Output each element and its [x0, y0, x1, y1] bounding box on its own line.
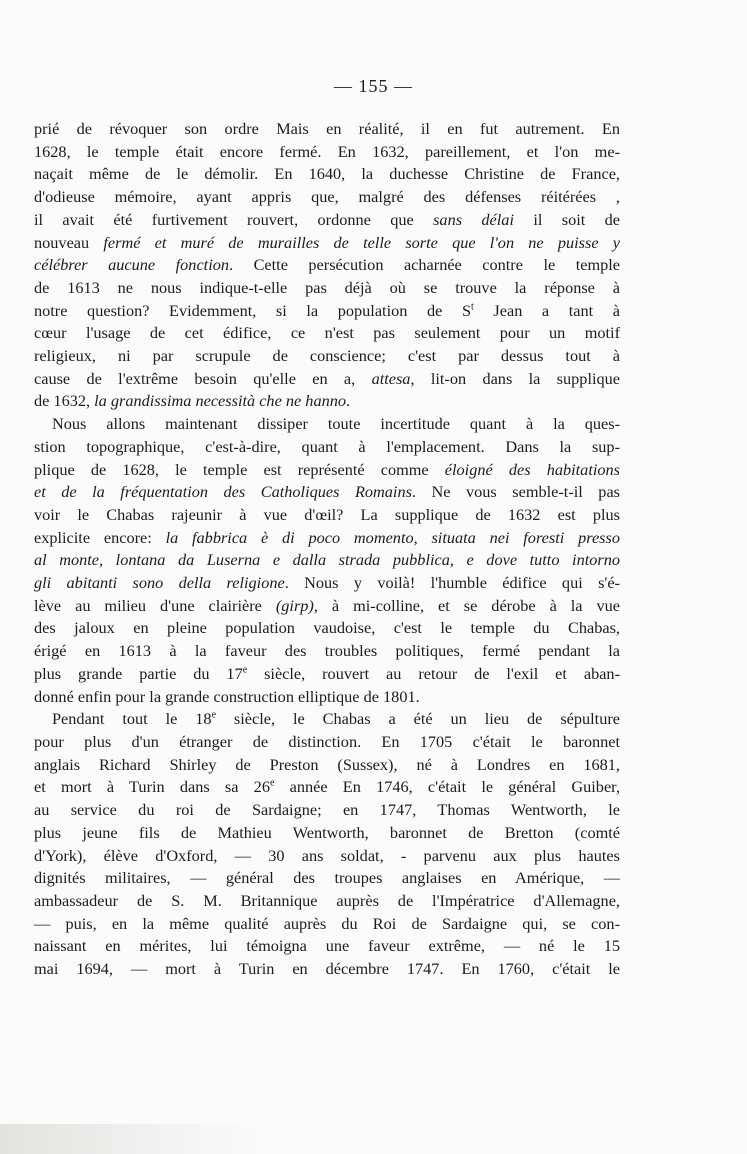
italic-text: al monte, lontana da Luserna e dalla strada pubblica, e dove tutto intorno — [34, 550, 620, 570]
italic-text: sans délai — [433, 209, 514, 229]
italic-text: éloigné des habitations — [444, 459, 620, 479]
text-run: . — [346, 391, 351, 411]
text-line — [34, 754, 620, 777]
text-line — [34, 572, 620, 595]
text-run: au service du roi de Sardaigne; en 1747, Thomas Wentworth, le — [34, 800, 620, 820]
italic-text: fermé et muré de murailles de telle sorte que l'on ne puisse y — [103, 232, 620, 252]
text-run: , à mi-colline, et se dérobe à la vue — [313, 595, 621, 615]
text-line — [34, 368, 620, 391]
text-line — [34, 958, 620, 981]
text-line — [34, 209, 620, 232]
text-line — [34, 186, 620, 209]
text-run: pour plus d'un étranger de distinction. En 1705 c'était le baronnet — [34, 731, 620, 751]
text-run: stion topographique, c'est-à-dire, quant à l'emplacement. Dans la sup- — [34, 436, 620, 456]
text-line — [34, 345, 620, 368]
text-line — [34, 595, 620, 618]
text-line — [34, 413, 620, 436]
superscript-text: e — [211, 709, 217, 721]
text-run: il soit de — [513, 209, 620, 229]
text-run: donné enfin pour la grande construction elliptique de 1801. — [34, 686, 420, 706]
text-run: et mort à Turin dans sa 26 — [34, 777, 270, 797]
italic-text: célébrer aucune fonction — [34, 255, 229, 275]
text-line — [34, 845, 620, 868]
text-run: notre question? Evidemment, si la population de S — [34, 300, 472, 320]
text-line — [34, 776, 620, 799]
text-run: dignités militaires, — général des troupes anglaises en Amérique, — — [34, 868, 620, 888]
text-run: d'York), élève d'Oxford, — 30 ans soldat, - parvenu aux plus hautes — [34, 845, 620, 865]
text-line — [34, 617, 620, 640]
text-run: naissant en mérites, lui témoigna une faveur extrême, — né le 15 — [34, 936, 620, 956]
text-run: prié de révoquer son ordre Mais en réalité, il en fut autrement. En — [34, 119, 620, 138]
scan-shadow — [0, 1124, 260, 1154]
page-number: — 155 — — [334, 76, 413, 96]
text-run: . Nous y voilà! l'humble édifice qui s'é- — [284, 573, 620, 593]
text-run: d'odieuse mémoire, ayant appris que, malgré des défenses réitérées , — [34, 187, 620, 207]
text-line — [34, 277, 620, 300]
text-run: , lit-on dans la supplique — [410, 368, 620, 388]
text-run: — puis, en la même qualité auprès du Roi de Sardaigne qui, se con- — [34, 913, 620, 933]
text-run: . Ne vous semble-t-il pas — [411, 482, 621, 502]
text-run: siècle, rouvert au retour de l'exil et aban- — [247, 663, 620, 683]
text-line — [34, 459, 620, 482]
italic-text: attesa — [371, 368, 411, 388]
superscript-text: e — [242, 664, 248, 676]
text-run: explicite encore: — [34, 527, 166, 547]
text-line — [34, 549, 620, 572]
text-run: ambassadeur de S. M. Britannique auprès de l'Impératrice d'Allemagne, — [34, 890, 620, 910]
text-run: cause de l'extrême besoin qu'elle en a, — [34, 368, 372, 388]
text-run: voir le Chabas rajeunir à vue d'œil? La supplique de 1632 est plus — [34, 504, 620, 524]
italic-text: la fabbrica è di poco momento, situata nei foresti presso — [165, 527, 620, 547]
text-line — [34, 867, 620, 890]
text-line — [34, 822, 620, 845]
text-run: Nous allons maintenant dissiper toute incertitude quant à la ques- — [52, 414, 620, 434]
text-line — [34, 481, 620, 504]
text-line — [34, 731, 620, 754]
text-line — [34, 890, 620, 913]
text-run: nouveau — [34, 232, 104, 252]
text-line — [34, 300, 620, 323]
text-run: Pendant tout le 18 — [52, 709, 212, 729]
italic-text: gli abitanti sono della religione — [34, 573, 285, 593]
text-line — [34, 504, 620, 527]
text-line — [34, 686, 620, 709]
text-line — [34, 640, 620, 663]
italic-text: (girp) — [275, 595, 314, 615]
text-run: des jaloux en pleine population vaudoise, c'est le temple du Chabas, — [34, 618, 620, 638]
text-line — [34, 527, 620, 550]
text-line — [34, 118, 620, 141]
text-line — [34, 663, 620, 686]
text-line — [34, 935, 620, 958]
text-run: plus jeune fils de Mathieu Wentworth, baronnet de Bretton (comté — [34, 822, 620, 842]
text-run: 1628, le temple était encore fermé. En 1632, pareillement, et l'on me- — [34, 141, 620, 161]
text-line — [34, 232, 620, 255]
text-run: érigé en 1613 à la faveur des troubles politiques, fermé pendant la — [34, 641, 620, 661]
text-run: lève au milieu d'une clairière — [34, 595, 276, 615]
text-run: religieux, ni par scrupule de conscience; c'est par dessus tout à — [34, 346, 620, 366]
text-line — [34, 254, 620, 277]
text-line — [34, 708, 620, 731]
text-run: de 1632, — [34, 391, 95, 411]
text-line — [34, 390, 620, 413]
text-run: il avait été furtivement rouvert, ordonne que — [34, 209, 434, 229]
text-line — [34, 799, 620, 822]
text-run: . Cette persécution acharnée contre le temple — [229, 255, 620, 275]
text-line — [34, 436, 620, 459]
text-run: plique de 1628, le temple est représenté comme — [34, 459, 445, 479]
text-run: Jean a tant à — [473, 300, 621, 320]
text-line — [34, 141, 620, 164]
superscript-text: e — [269, 777, 275, 789]
text-run: naçait même de le démolir. En 1640, la duchesse Christine de France, — [34, 164, 620, 184]
italic-text: et de la fréquentation des Catholiques Romains — [34, 482, 412, 502]
text-line — [34, 322, 620, 345]
text-run: mai 1694, — mort à Turin en décembre 1747. En 1760, c'était le — [34, 959, 620, 979]
text-run: siècle, le Chabas a été un lieu de sépulture — [216, 709, 620, 729]
text-run: plus grande partie du 17 — [34, 663, 243, 683]
text-run: cœur l'usage de cet édifice, ce n'est pas seulement pour un motif — [34, 323, 620, 343]
body-text — [34, 118, 620, 981]
text-line — [34, 163, 620, 186]
text-run: de 1613 ne nous indique-t-elle pas déjà où se trouve la réponse à — [34, 277, 620, 297]
superscript-text: t — [471, 301, 474, 313]
text-line — [34, 913, 620, 936]
text-run: anglais Richard Shirley de Preston (Sussex), né à Londres en 1681, — [34, 754, 620, 774]
text-run: année En 1746, c'était le général Guiber, — [274, 777, 621, 797]
italic-text: la grandissima necessità che ne hanno — [94, 391, 347, 411]
